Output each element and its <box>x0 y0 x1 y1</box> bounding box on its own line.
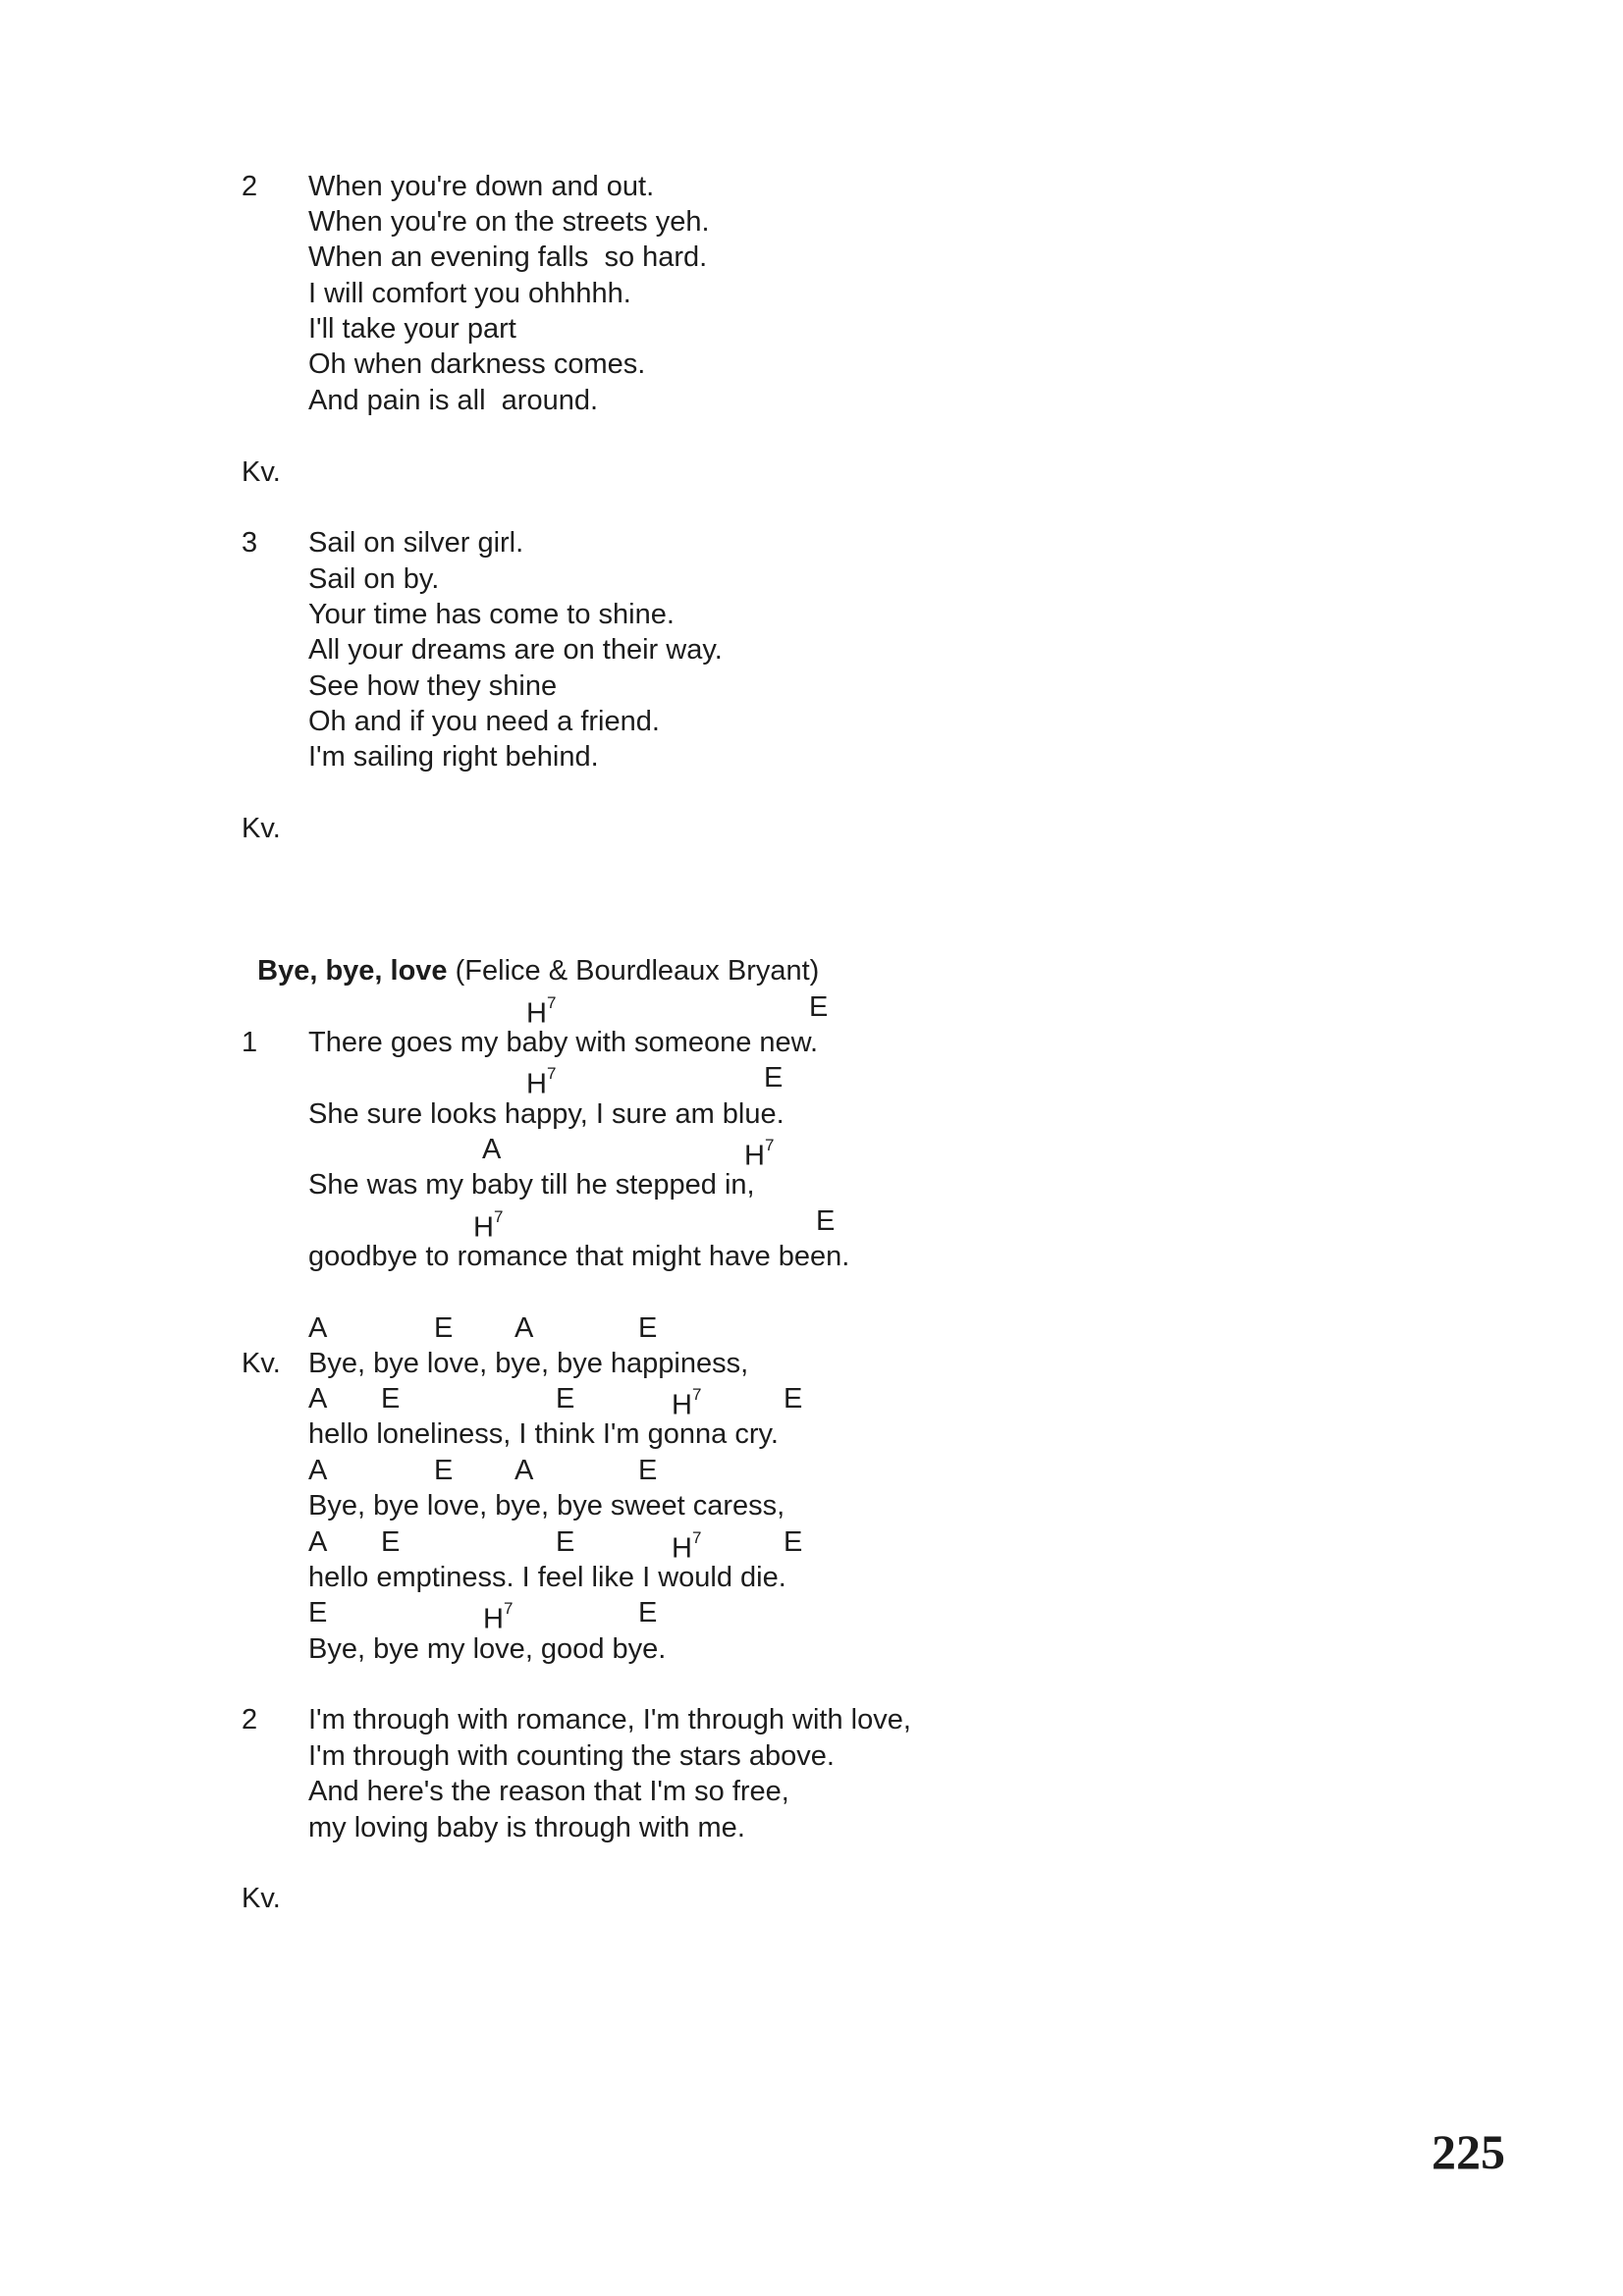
lyric-line: All your dreams are on their way. <box>308 634 723 666</box>
chord: E <box>381 1526 401 1558</box>
lyric-line: Oh and if you need a friend. <box>308 706 660 737</box>
chord: A <box>514 1455 534 1486</box>
lyric-line: I'm sailing right behind. <box>308 741 599 773</box>
chord: $H^7$ <box>744 1136 775 1172</box>
refrain-marker: Kv. <box>242 813 281 844</box>
lyric-line: When you're down and out. <box>308 171 655 202</box>
chord: E <box>638 1455 658 1486</box>
chord: $H^7$ <box>483 1599 514 1635</box>
chord: E <box>764 1062 784 1094</box>
chord: A <box>482 1134 502 1165</box>
refrain-marker: Kv. <box>242 456 281 488</box>
chord: E <box>381 1383 401 1415</box>
lyric-line: And here's the reason that I'm so free, <box>308 1776 789 1807</box>
chord: A <box>308 1383 328 1415</box>
lyric-line: When an evening falls so hard. <box>308 241 708 273</box>
chorus-line: hello emptiness. I feel like I would die. <box>308 1562 786 1593</box>
lyric-line: And pain is all around. <box>308 385 599 416</box>
chord: $H^7$ <box>672 1385 702 1421</box>
lyric-line: I'm through with romance, I'm through with love, <box>308 1704 911 1735</box>
lyric-line: I'll take your part <box>308 313 516 345</box>
chord: A <box>308 1526 328 1558</box>
verse-number: 3 <box>242 527 258 559</box>
lyric-line: my loving baby is through with me. <box>308 1812 745 1843</box>
chord: E <box>556 1526 575 1558</box>
lyric-line: Oh when darkness comes. <box>308 348 646 380</box>
chord: E <box>816 1205 836 1237</box>
lyric-line: Your time has come to shine. <box>308 599 675 630</box>
chord: E <box>638 1312 658 1344</box>
chord: E <box>434 1312 454 1344</box>
chord: $H^7$ <box>473 1207 504 1244</box>
chord: A <box>308 1312 328 1344</box>
chorus-line: hello loneliness, I think I'm gonna cry. <box>308 1418 779 1450</box>
verse-number: 2 <box>242 1704 258 1735</box>
chord: E <box>784 1526 803 1558</box>
chorus-line: Bye, bye love, bye, bye happiness, <box>308 1348 749 1379</box>
chord: E <box>809 991 829 1023</box>
lyric-line: goodbye to romance that might have been. <box>308 1241 850 1272</box>
lyric-line: Sail on silver girl. <box>308 527 524 559</box>
chord: E <box>784 1383 803 1415</box>
chorus-marker: Kv. <box>242 1348 281 1379</box>
verse-number: 1 <box>242 1027 258 1058</box>
chord: E <box>556 1383 575 1415</box>
page-number: 225 <box>1432 2124 1505 2179</box>
song-authors: (Felice & Bourdleaux Bryant) <box>455 955 820 987</box>
lyric-line: See how they shine <box>308 670 558 702</box>
chord: $H^7$ <box>672 1528 702 1565</box>
chord: $H^7$ <box>526 1064 557 1100</box>
lyric-line: She sure looks happy, I sure am blue. <box>308 1098 784 1130</box>
lyric-line: There goes my baby with someone new. <box>308 1027 819 1058</box>
chord: A <box>514 1312 534 1344</box>
lyric-line: When you're on the streets yeh. <box>308 206 710 238</box>
chord: E <box>638 1597 658 1629</box>
verse-number: 2 <box>242 171 258 202</box>
lyric-line: I'm through with counting the stars above. <box>308 1740 835 1772</box>
chorus-line: Bye, bye my love, good bye. <box>308 1633 667 1665</box>
refrain-marker: Kv. <box>242 1883 281 1914</box>
song-title-line <box>242 918 819 988</box>
lyric-line: She was my baby till he stepped in, <box>308 1169 755 1201</box>
chord: E <box>434 1455 454 1486</box>
song-title: Bye, bye, love <box>257 955 448 987</box>
chord: $H^7$ <box>526 993 557 1030</box>
lyric-line: I will comfort you ohhhhh. <box>308 278 631 309</box>
chorus-line: Bye, bye love, bye, bye sweet caress, <box>308 1490 785 1522</box>
chord: E <box>308 1597 328 1629</box>
chord: A <box>308 1455 328 1486</box>
lyric-line: Sail on by. <box>308 563 440 595</box>
